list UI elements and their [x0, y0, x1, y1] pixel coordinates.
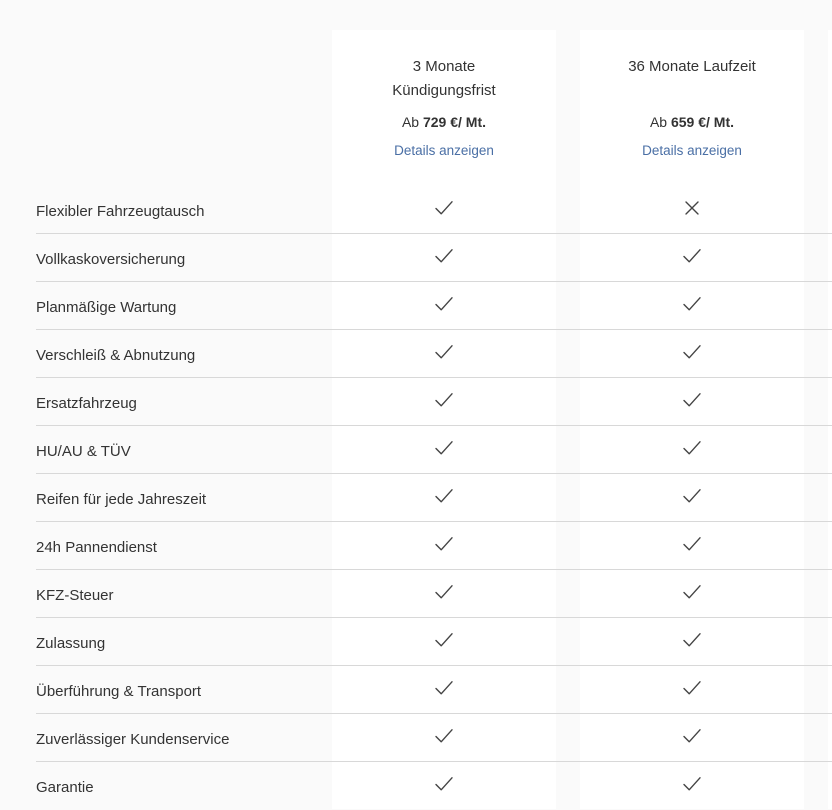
- feature-label: Zuverlässiger Kundenservice: [36, 731, 230, 748]
- check-icon: [682, 438, 702, 458]
- check-icon: [682, 678, 702, 698]
- table-row: [36, 666, 832, 714]
- check-icon: [682, 534, 702, 554]
- check-icon: [434, 582, 454, 602]
- table-row: [36, 762, 832, 810]
- table-row: [36, 426, 832, 474]
- feature-label: KFZ-Steuer: [36, 587, 114, 604]
- table-row: [36, 282, 832, 330]
- check-icon: [682, 774, 702, 794]
- feature-label: Vollkaskoversicherung: [36, 251, 186, 268]
- feature-label: Garantie: [36, 779, 94, 796]
- table-row: [36, 474, 832, 522]
- check-icon: [682, 390, 702, 410]
- check-icon: [434, 534, 454, 554]
- table-row: [36, 330, 832, 378]
- price-prefix: Ab: [649, 114, 668, 130]
- check-icon: [682, 486, 702, 506]
- table-row: [36, 714, 832, 762]
- feature-table: [36, 186, 832, 810]
- table-row: [36, 378, 832, 426]
- plan-header-36-monate: [580, 55, 804, 160]
- plan-title: 3 Monate Kündigungsfrist: [392, 58, 496, 99]
- check-icon: [682, 582, 702, 602]
- check-icon: [434, 630, 454, 650]
- price-amount: 659 €/ Mt.: [670, 114, 735, 130]
- plan-title: 36 Monate Laufzeit: [628, 58, 756, 75]
- feature-label: Zulassung: [36, 635, 106, 652]
- check-icon: [682, 246, 702, 266]
- plan-header-3-monate: [332, 55, 556, 160]
- check-icon: [434, 486, 454, 506]
- check-icon: [682, 294, 702, 314]
- check-icon: [434, 438, 454, 458]
- feature-label: Flexibler Fahrzeugtausch: [36, 203, 205, 220]
- check-icon: [434, 390, 454, 410]
- plan-price: [332, 112, 556, 132]
- check-icon: [434, 246, 454, 266]
- feature-label: HU/AU & TÜV: [36, 443, 131, 460]
- price-prefix: Ab: [401, 114, 420, 130]
- feature-label: Planmäßige Wartung: [36, 299, 177, 316]
- check-icon: [434, 342, 454, 362]
- feature-label: 24h Pannendienst: [36, 539, 157, 556]
- price-amount: 729 €/ Mt.: [422, 114, 487, 130]
- feature-label: Überführung & Transport: [36, 683, 202, 700]
- check-icon: [434, 678, 454, 698]
- check-icon: [682, 342, 702, 362]
- check-icon: [682, 630, 702, 650]
- table-row: [36, 522, 832, 570]
- check-icon: [434, 198, 454, 218]
- feature-label: Verschleiß & Abnutzung: [36, 347, 196, 364]
- table-row: [36, 618, 832, 666]
- check-icon: [434, 774, 454, 794]
- feature-label: Ersatzfahrzeug: [36, 395, 137, 412]
- table-row: [36, 570, 832, 618]
- check-icon: [434, 726, 454, 746]
- feature-label: Reifen für jede Jahreszeit: [36, 491, 207, 508]
- table-row: [36, 234, 832, 282]
- details-link[interactable]: Details anzeigen: [394, 143, 494, 158]
- plan-price: [580, 112, 804, 132]
- check-icon: [434, 294, 454, 314]
- cross-icon: [682, 198, 702, 218]
- table-row: [36, 186, 832, 234]
- details-link[interactable]: Details anzeigen: [642, 143, 742, 158]
- check-icon: [682, 726, 702, 746]
